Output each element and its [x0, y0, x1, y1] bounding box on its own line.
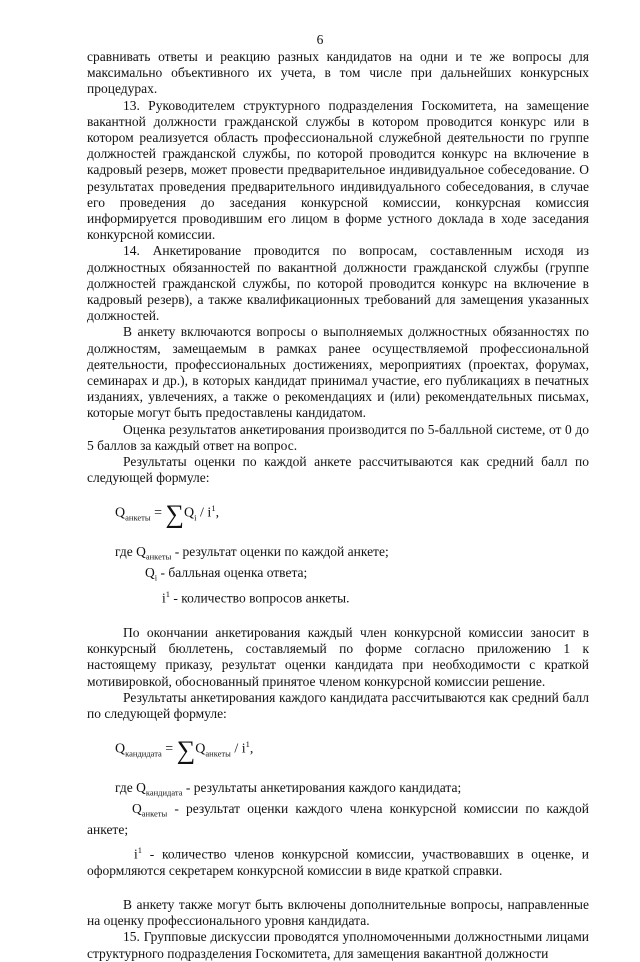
- legend-subscript: анкеты: [145, 552, 172, 563]
- page-number: 6: [316, 32, 324, 47]
- formula-divisor: / i: [234, 741, 246, 757]
- legend-line: [145, 565, 589, 586]
- sum-symbol: ∑: [165, 500, 185, 530]
- legend-subscript: кандидата: [145, 787, 183, 798]
- paragraph-formula-intro-1: Результаты оценки по каждой анкете рассчитываются как средний балл по следующей формуле:: [87, 454, 589, 486]
- formula-divisor: / i: [200, 506, 212, 522]
- formula-term: Q: [195, 741, 206, 757]
- paragraph-15: 15. Групповые дискуссии проводятся уполномоченными должностными лицами структурного подразделения Госкомитета, для замещения вакантной должности: [87, 929, 589, 961]
- paragraph-14: 14. Анкетирование проводится по вопросам, составленным исходя из должностных обязанностей по вакантной должности гражданской службы (группе должностей гражданской службы, по которой проводится конкурс на включение в кадровый резерв), а также квалификационных требований для замещения указанных должностей.: [87, 243, 589, 324]
- legend-symbol: Q: [132, 801, 142, 817]
- paragraph-ballot: По окончании анкетирования каждый член конкурсной комиссии заносит в конкурсный бюллетень, составляемый по форме согласно приложению 1 к настоящему приказу, результат оценки кандидата при необходимости с краткой мотивировкой, обоснованный принятое членом конкурсной комиссии решение.: [87, 624, 589, 689]
- formula-equals: =: [154, 506, 162, 522]
- formula-legend-2: [87, 780, 589, 879]
- formula-comma: ,: [215, 506, 220, 522]
- paragraph-13: 13. Руководителем структурного подразделения Госкомитета, на замещение вакантной должности гражданской службы в котором проводится конкурс или в котором реализуется область профессиональной служебной деятельности по группе должностей гражданской службы, по которой проводится конкурс на включение в кадровый резерв, может провести предварительное индивидуальное собеседование. О результатах проведения предварительного индивидуального собеседования, в случае его проведения до заседания конкурсной комиссии, конкурсная комиссия информируется проводившим его лицом в форме устного доклада в ходе заседания конкурсной комиссии.: [87, 97, 589, 243]
- formula-lhs: Q: [115, 741, 126, 757]
- legend-text: - количество вопросов анкеты.: [170, 590, 350, 606]
- legend-superscript: 1: [165, 589, 171, 600]
- legend-line: [115, 780, 589, 801]
- formula-comma: ,: [249, 741, 254, 757]
- formula-term: Q: [184, 506, 195, 522]
- legend-text: - результаты анкетирования каждого кандидата;: [182, 780, 462, 796]
- formula-legend-1: [115, 544, 589, 606]
- paragraph-questionnaire-content: В анкету включаются вопросы о выполняемых должностных обязанностях по должностям, замещаемым в рамках ранее осуществляемой профессиональной деятельности, профессиональных достижениях, мероприятиях (проектах, форумах, семинарах и др.), в которых кандидат принимал участие, его публикациях в печатных изданиях, увлечениях, а также о рекомендациях и (или) рекомендательных письмах, которые могут быть предоставлены кандидатом.: [87, 324, 589, 421]
- legend-line: [87, 842, 589, 879]
- legend-lead: где Q: [115, 780, 146, 796]
- formula-lhs: Q: [115, 506, 126, 522]
- formula-questionnaire-score: [115, 500, 589, 540]
- legend-symbol: Q: [145, 565, 155, 581]
- legend-subscript: анкеты: [141, 808, 168, 819]
- legend-line: [162, 586, 589, 607]
- legend-text: - балльная оценка ответа;: [157, 565, 308, 581]
- paragraph-continuation: сравнивать ответы и реакцию разных кандидатов на одни и те же вопросы для максимально объективного их учета, в том числе при дальнейших конкурсных процедурах.: [87, 49, 589, 97]
- legend-text: - результат оценки каждого члена конкурсной комиссии по каждой анкете;: [87, 801, 589, 837]
- legend-line: [115, 544, 589, 565]
- legend-line: [87, 801, 589, 838]
- paragraph-scoring-scale: Оценка результатов анкетирования производится по 5-балльной системе, от 0 до 5 баллов за каждый ответ на вопрос.: [87, 421, 589, 453]
- formula-term-subscript: анкеты: [205, 748, 231, 759]
- sum-symbol: ∑: [176, 735, 196, 765]
- formula-divisor-superscript: 1: [211, 503, 216, 514]
- paragraph-additional-questions: В анкету также могут быть включены дополнительные вопросы, направленные на оценку профессионального уровня кандидата.: [87, 897, 589, 929]
- formula-term-subscript: i: [194, 512, 197, 523]
- paragraph-formula-intro-2: Результаты анкетирования каждого кандидата рассчитываются как средний балл по следующей формуле:: [87, 689, 589, 721]
- legend-lead: где Q: [115, 544, 146, 560]
- legend-symbol: i: [134, 846, 138, 862]
- formula-lhs-subscript: кандидата: [125, 748, 162, 759]
- legend-text: - количество членов конкурсной комиссии, участвовавших в оценке, и оформляются секретарем конкурсной комиссии в виде краткой справки.: [87, 846, 589, 878]
- legend-superscript: 1: [137, 845, 143, 856]
- formula-equals: =: [165, 741, 174, 757]
- legend-subscript: i: [154, 573, 158, 584]
- formula-candidate-score: [115, 736, 589, 776]
- formula-divisor-superscript: 1: [245, 739, 250, 750]
- legend-symbol: i: [162, 590, 166, 606]
- document-body: [87, 49, 589, 962]
- formula-lhs-subscript: анкеты: [125, 512, 151, 523]
- legend-text: - результат оценки по каждой анкете;: [171, 544, 389, 560]
